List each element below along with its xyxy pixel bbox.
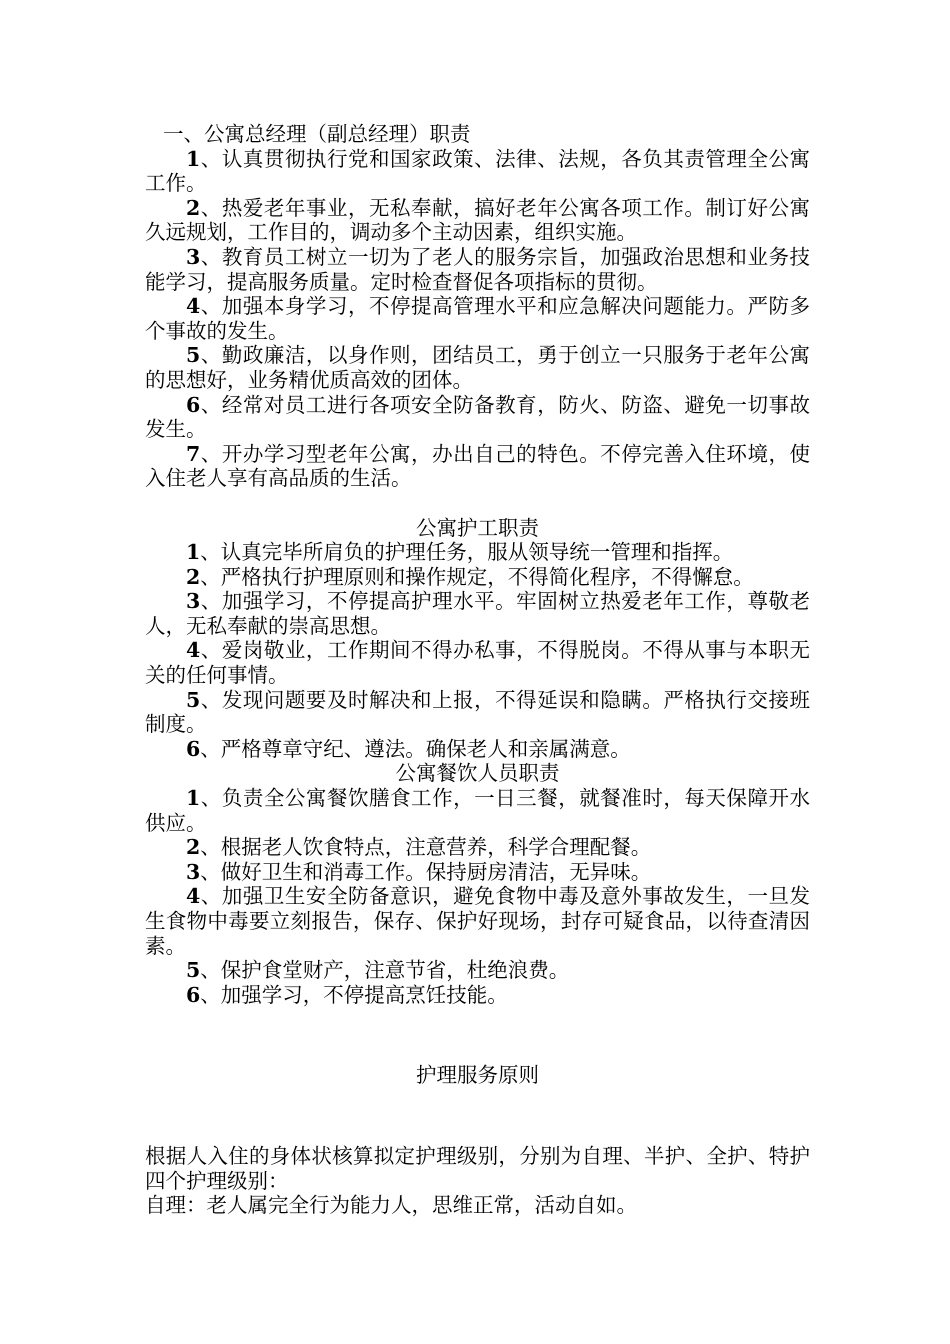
paragraph-self-care: 自理：老人属完全行为能力人，思维正常，活动自如。 xyxy=(145,1193,637,1218)
list-item xyxy=(145,565,810,590)
item-text: 、加强学习，不停提高烹饪技能。 xyxy=(200,982,508,1007)
list-item xyxy=(145,245,810,294)
list-item xyxy=(145,540,810,565)
list-item xyxy=(145,884,810,958)
list-item xyxy=(145,442,810,491)
item-text: 、加强学习，不停提高护理水平。牢固树立热爱老年工作，尊敬老人，无私奉献的崇高思想。 xyxy=(145,589,810,638)
item-text: 、负责全公寓餐饮膳食工作，一日三餐，就餐准时，每天保障开水供应。 xyxy=(145,786,810,835)
item-text: 、教育员工树立一切为了老人的服务宗旨，加强政治思想和业务技能学习，提高服务质量。定时检查督促各项指标的贯彻。 xyxy=(145,244,810,294)
item-text: 、爱岗敬业，工作期间不得办私事，不得脱岗。不得从事与本职无关的任何事情。 xyxy=(145,638,810,688)
item-number: 3 xyxy=(186,244,201,269)
section-title-general-manager: 一、公寓总经理（副总经理）职责 xyxy=(163,122,471,146)
item-text: 、经常对员工进行各项安全防备教育，防火、防盗、避免一切事故发生。 xyxy=(145,392,810,442)
paragraph-care-levels: 根据人入住的身体状核算拟定护理级别，分别为自理、半护、全护、特护四个护理级别： xyxy=(145,1143,810,1193)
item-number: 5 xyxy=(186,687,201,712)
item-text: 、根据老人饮食特点，注意营养，科学合理配餐。 xyxy=(200,835,652,860)
item-number: 3 xyxy=(186,859,201,884)
item-number: 1 xyxy=(186,146,201,171)
item-number: 6 xyxy=(186,736,201,761)
item-number: 4 xyxy=(186,884,201,909)
item-number: 6 xyxy=(186,982,201,1007)
list-item xyxy=(145,589,810,638)
list-item xyxy=(145,958,810,983)
item-number: 1 xyxy=(186,786,201,811)
spacer xyxy=(145,1007,810,1063)
list-item xyxy=(145,196,810,245)
document-body xyxy=(145,122,810,1218)
section-title-care-principles: 护理服务原则 xyxy=(416,1063,539,1088)
item-number: 2 xyxy=(186,195,201,220)
list-item xyxy=(145,737,810,762)
list-item xyxy=(145,147,810,196)
list-item xyxy=(145,860,810,885)
spacer xyxy=(145,491,810,516)
item-text: 、开办学习型老年公寓，办出自己的特色。不停完善入住环境，使入住老人享有高品质的生活。 xyxy=(145,441,810,491)
item-text: 、加强本身学习，不停提高管理水平和应急解决问题能力。严防多个事故的发生。 xyxy=(145,294,810,343)
list-item xyxy=(145,638,810,687)
item-number: 2 xyxy=(186,835,201,860)
item-text: 、发现问题要及时解决和上报，不得延误和隐瞒。严格执行交接班制度。 xyxy=(145,687,810,737)
item-text: 、认真完毕所肩负的护理任务，服从领导统一管理和指挥。 xyxy=(200,540,734,565)
item-text: 、做好卫生和消毒工作。保持厨房清洁，无异味。 xyxy=(200,859,652,884)
item-number: 6 xyxy=(186,392,201,417)
item-text: 、认真贯彻执行党和国家政策、法律、法规，各负其责管理全公寓工作。 xyxy=(145,146,810,196)
item-text: 、严格尊章守纪、遵法。确保老人和亲属满意。 xyxy=(200,736,631,761)
item-number: 5 xyxy=(186,958,201,983)
item-number: 4 xyxy=(186,638,201,663)
item-number: 4 xyxy=(186,294,201,319)
item-number: 7 xyxy=(186,441,201,466)
section-title-catering: 公寓餐饮人员职责 xyxy=(395,761,560,786)
item-text: 、严格执行护理原则和操作规定，不得简化程序，不得懈怠。 xyxy=(200,564,754,589)
list-item xyxy=(145,393,810,442)
item-number: 5 xyxy=(186,343,201,368)
list-item xyxy=(145,343,810,392)
item-number: 3 xyxy=(186,589,201,614)
item-text: 、勤政廉洁，以身作则，团结员工，勇于创立一只服务于老年公寓的思想好，业务精优质高效的团体。 xyxy=(145,343,810,392)
list-item xyxy=(145,294,810,343)
list-item xyxy=(145,786,810,835)
item-text: 、加强卫生安全防备意识，避免食物中毒及意外事故发生，一旦发生食物中毒要立刻报告，保存、保护好现场，封存可疑食品，以待查清因素。 xyxy=(145,884,810,958)
item-text: 、保护食堂财产，注意节省，杜绝浪费。 xyxy=(200,958,570,983)
spacer xyxy=(145,1088,810,1144)
item-number: 2 xyxy=(186,564,201,589)
item-number: 1 xyxy=(186,540,201,565)
list-item xyxy=(145,688,810,737)
item-text: 、热爱老年事业，无私奉献，搞好老年公寓各项工作。制订好公寓久远规划，工作目的，调动多个主动因素，组织实施。 xyxy=(145,195,810,245)
list-item xyxy=(145,835,810,860)
section-title-caregiver: 公寓护工职责 xyxy=(416,515,539,540)
list-item xyxy=(145,983,810,1008)
